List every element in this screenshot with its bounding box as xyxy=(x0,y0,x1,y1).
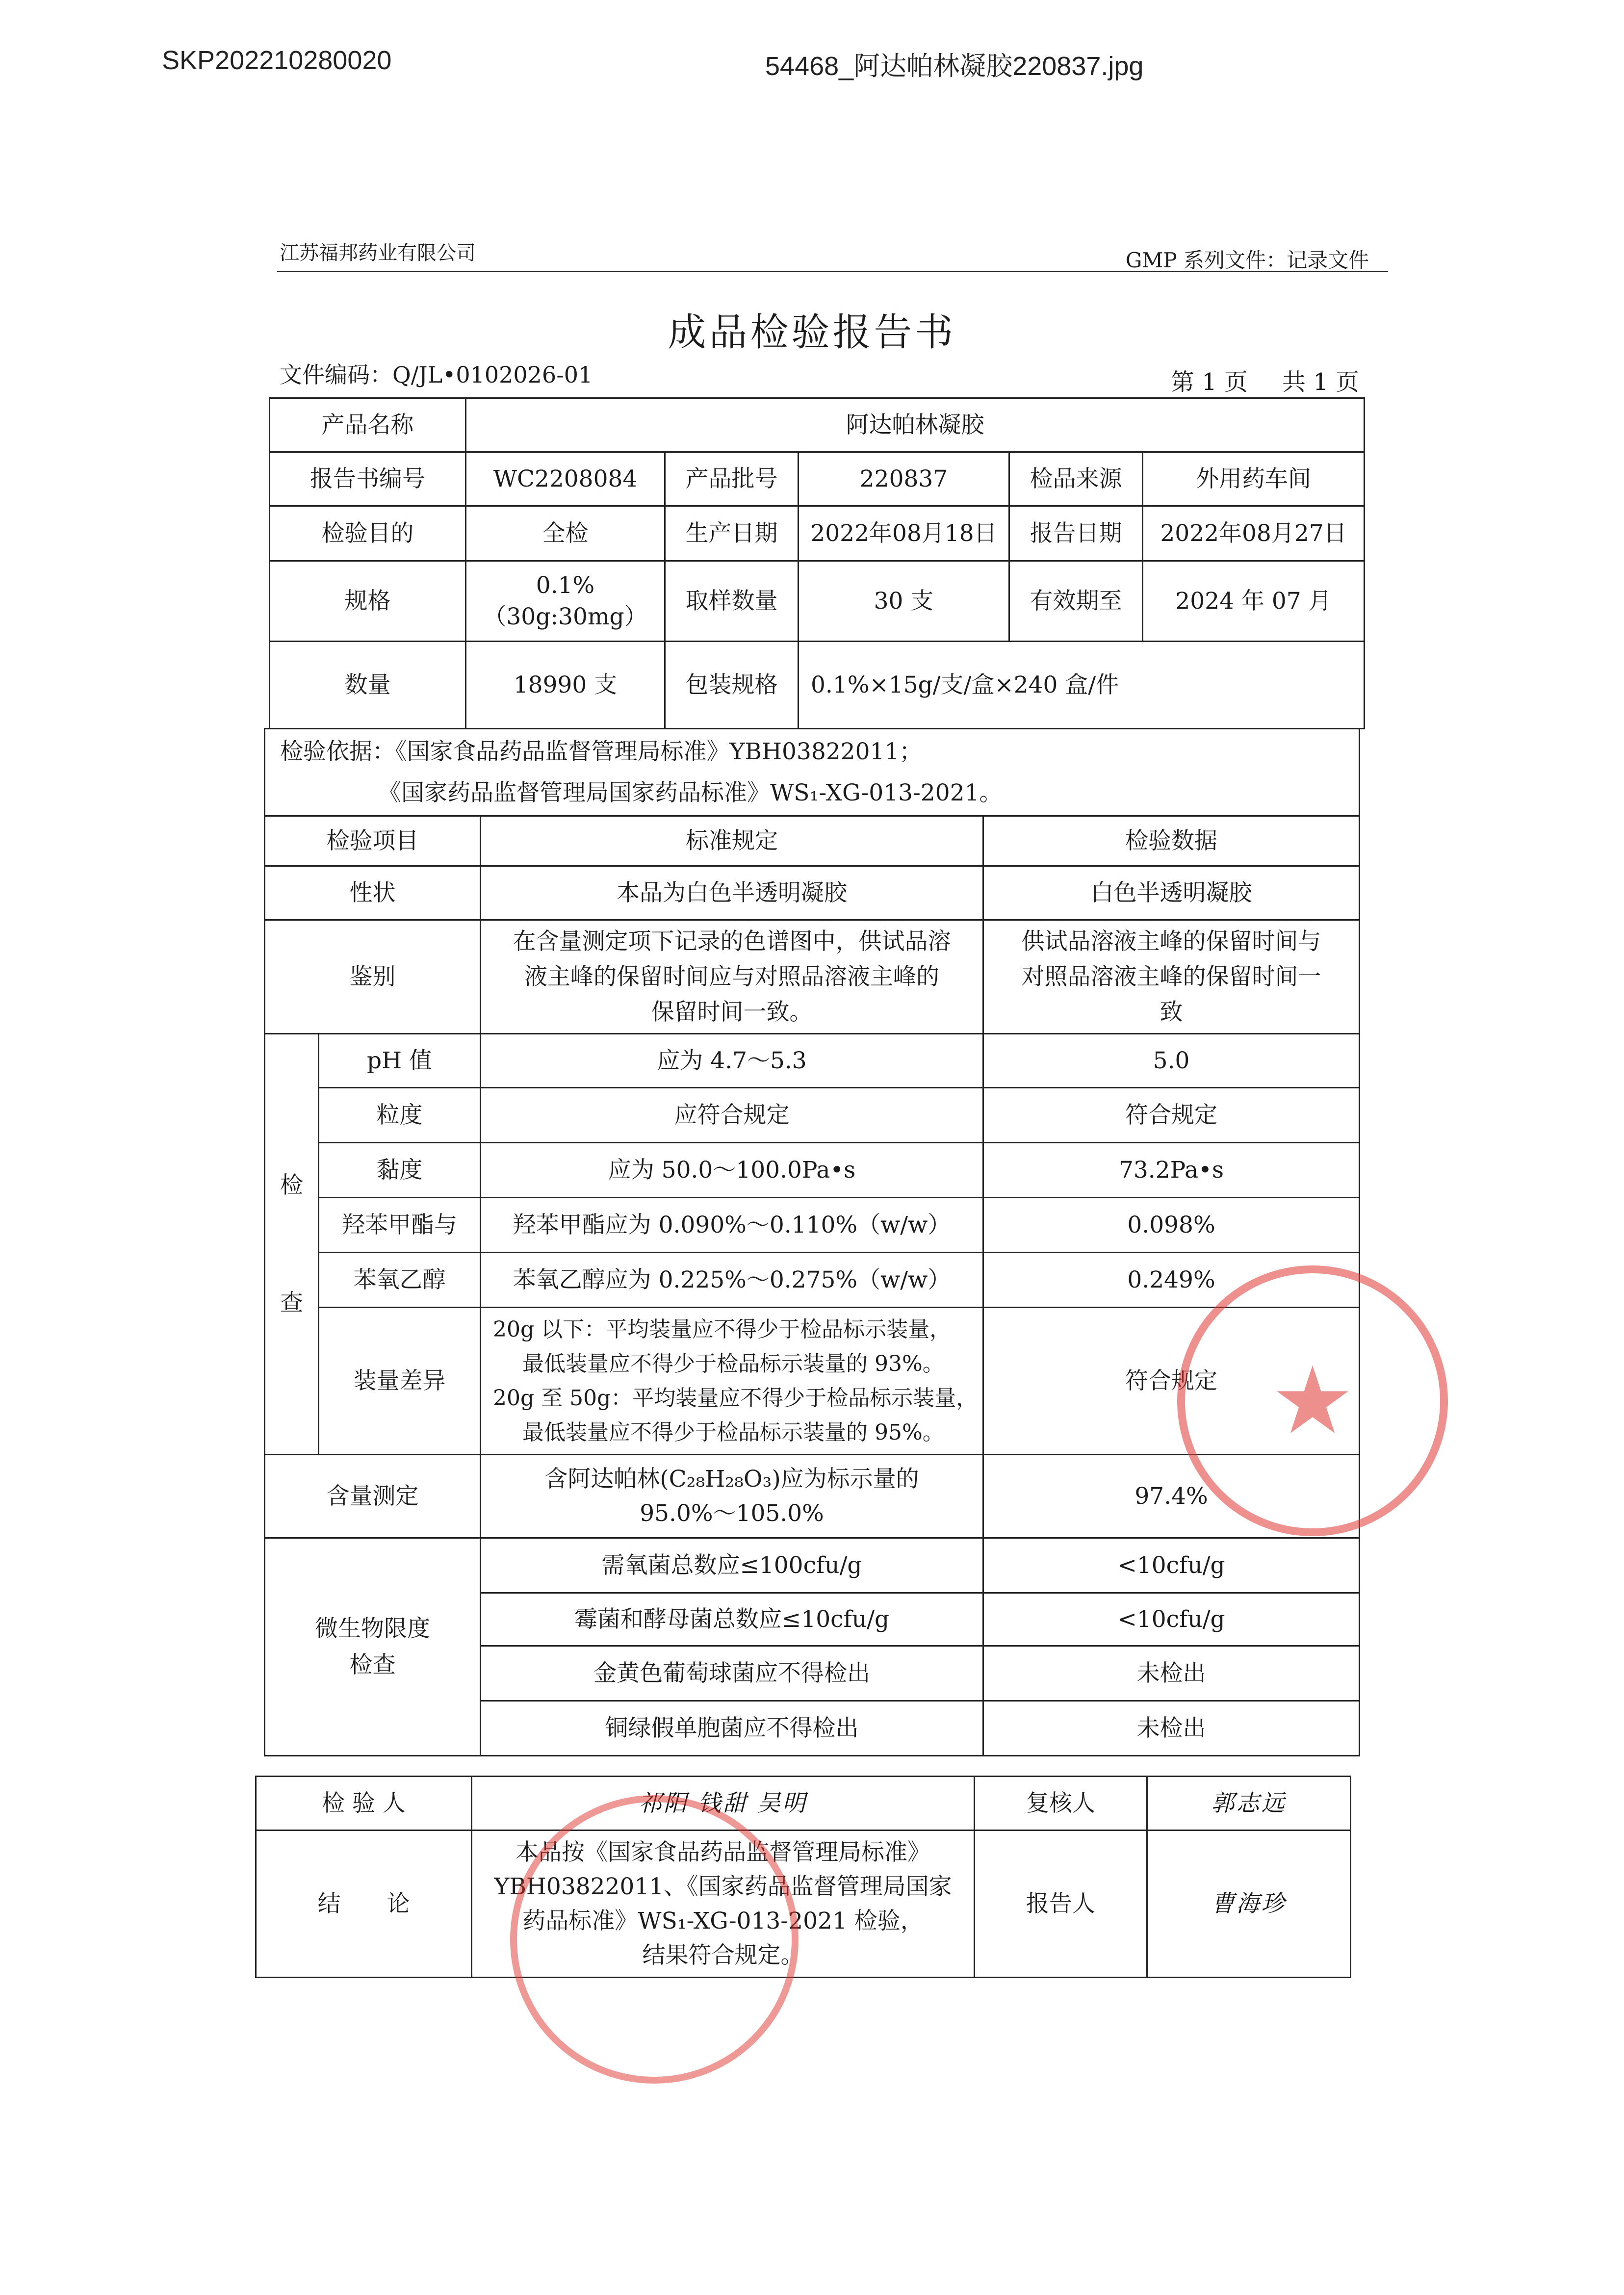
paraben-label: 羟苯甲酯与 xyxy=(319,1198,481,1253)
ph-standard: 应为 4.7～5.3 xyxy=(481,1034,983,1088)
conclusion-line-1: 本品按《国家食品药品监督管理局标准》 xyxy=(516,1838,930,1866)
reporter-signature: 曹海珍 xyxy=(1147,1831,1351,1978)
mold-standard: 霉菌和酵母菌总数应≤10cfu/g xyxy=(481,1593,983,1646)
report-no-label: 报告书编号 xyxy=(270,452,466,506)
pack-label: 包装规格 xyxy=(665,642,799,729)
phenoxy-standard: 苯氧乙醇应为 0.225%～0.275%（w/w） xyxy=(481,1253,983,1308)
pseudo-result: 未检出 xyxy=(983,1701,1360,1756)
aerobic-result: <10cfu/g xyxy=(983,1538,1360,1593)
assay-std-line-1: 含阿达帕林(C₂₈H₂₈O₃)应为标示量的 xyxy=(544,1465,919,1493)
viscosity-standard: 应为 50.0～100.0Pa•s xyxy=(481,1143,983,1198)
product-name-label: 产品名称 xyxy=(270,398,466,452)
reviewer-signature: 郭志远 xyxy=(1147,1777,1351,1831)
sample-qty: 30 支 xyxy=(799,561,1009,642)
micro-label xyxy=(265,1538,481,1756)
expiry-label: 有效期至 xyxy=(1009,561,1143,642)
prod-date: 2022年08月18日 xyxy=(799,506,1009,561)
source-label: 检品来源 xyxy=(1009,452,1143,506)
viscosity-result: 73.2Pa•s xyxy=(983,1143,1360,1198)
ph-label: pH 值 xyxy=(319,1034,481,1088)
phenoxy-result: 0.249% xyxy=(983,1253,1360,1308)
fill-std-line-1: 20g 以下：平均装量应不得少于检品标示装量， xyxy=(493,1316,952,1342)
inspector-signatures: 祁阳 钱甜 吴明 xyxy=(472,1777,975,1831)
pseudo-standard: 铜绿假单胞菌应不得检出 xyxy=(481,1701,983,1756)
mold-result: <10cfu/g xyxy=(983,1593,1360,1646)
paraben-standard: 羟苯甲酯应为 0.090%～0.110%（w/w） xyxy=(481,1198,983,1253)
product-name: 阿达帕林凝胶 xyxy=(466,398,1365,452)
report-date: 2022年08月27日 xyxy=(1143,506,1365,561)
reporter-label: 报告人 xyxy=(975,1831,1147,1978)
fill-label: 装量差异 xyxy=(319,1308,481,1455)
header-rule xyxy=(277,271,1388,272)
fill-std-line-3: 20g 至 50g：平均装量应不得少于检品标示装量， xyxy=(493,1385,978,1411)
check-label xyxy=(265,1034,319,1455)
pack-spec: 0.1%×15g/支/盒×240 盒/件 xyxy=(799,642,1365,729)
test-table xyxy=(264,728,1360,1756)
page-info xyxy=(1171,363,1359,397)
staph-standard: 金黄色葡萄球菌应不得检出 xyxy=(481,1646,983,1701)
ident-result xyxy=(983,920,1360,1034)
head-result: 检验数据 xyxy=(983,816,1360,866)
assay-result: 97.4% xyxy=(983,1455,1360,1538)
ph-result: 5.0 xyxy=(983,1034,1360,1088)
conclusion-line-4: 结果符合规定。 xyxy=(642,1941,804,1969)
spec-line-1: 0.1% xyxy=(536,571,595,599)
particle-result: 符合规定 xyxy=(983,1088,1360,1143)
conclusion-line-2: YBH03822011、《国家药品监督管理局国家 xyxy=(494,1873,952,1900)
batch-no: 220837 xyxy=(799,452,1009,506)
fill-result: 符合规定 xyxy=(983,1308,1360,1455)
assay-standard xyxy=(481,1455,983,1538)
viscosity-label: 黏度 xyxy=(319,1143,481,1198)
spec-label: 规格 xyxy=(270,561,466,642)
seal-star-icon: ★ xyxy=(1270,1346,1355,1455)
page-number: 第 1 页 xyxy=(1170,368,1248,396)
ident-label: 鉴别 xyxy=(265,920,481,1034)
sample-label: 取样数量 xyxy=(665,561,799,642)
appearance-result: 白色半透明凝胶 xyxy=(983,866,1360,920)
report-date-label: 报告日期 xyxy=(1009,506,1143,561)
particle-standard: 应符合规定 xyxy=(481,1088,983,1143)
ident-res-line-2: 对照品溶液主峰的保留时间一 xyxy=(1021,963,1321,990)
file-code: SKP202210280020 xyxy=(162,46,392,75)
spec-value xyxy=(466,561,665,642)
expiry: 2024 年 07 月 xyxy=(1143,561,1365,642)
micro-label-line-2: 检查 xyxy=(349,1651,396,1678)
spec-line-2: （30g:30mg） xyxy=(483,603,647,630)
ident-standard xyxy=(481,920,983,1034)
head-standard: 标准规定 xyxy=(481,816,983,866)
ident-std-line-2: 液主峰的保留时间应与对照品溶液主峰的 xyxy=(524,963,939,990)
qty-label: 数量 xyxy=(270,642,466,729)
test-basis xyxy=(265,729,1360,816)
gmp-label: GMP 系列文件：记录文件 xyxy=(1125,248,1369,272)
appearance-label: 性状 xyxy=(265,866,481,920)
micro-label-line-1: 微生物限度 xyxy=(315,1615,430,1642)
conclusion-label: 结 论 xyxy=(256,1831,472,1978)
fill-std-line-4: 最低装量应不得少于检品标示装量的 95%。 xyxy=(522,1419,944,1445)
assay-label: 含量测定 xyxy=(265,1455,481,1538)
conclusion-line-3: 药品标准》WS₁-XG-013-2021 检验， xyxy=(522,1907,924,1934)
aerobic-standard: 需氧菌总数应≤100cfu/g xyxy=(481,1538,983,1593)
ident-res-line-3: 致 xyxy=(1160,998,1183,1026)
fill-standard xyxy=(481,1308,983,1455)
check-char-2: 查 xyxy=(280,1289,303,1316)
basis-line-2: 《国家药品监督管理局国家药品标准》WS₁-XG-013-2021。 xyxy=(378,779,1003,806)
basis-line-1: 检验依据：《国家食品药品监督管理局标准》YBH03822011； xyxy=(280,738,923,765)
head-item: 检验项目 xyxy=(265,816,481,866)
inspector-label: 检 验 人 xyxy=(256,1777,472,1831)
phenoxy-label: 苯氧乙醇 xyxy=(319,1253,481,1308)
staph-result: 未检出 xyxy=(983,1646,1360,1701)
prod-date-label: 生产日期 xyxy=(665,506,799,561)
file-name: 54468_阿达帕林凝胶220837.jpg xyxy=(765,52,1144,81)
source: 外用药车间 xyxy=(1143,452,1365,506)
reviewer-label: 复核人 xyxy=(975,1777,1147,1831)
fill-std-line-2: 最低装量应不得少于检品标示装量的 93%。 xyxy=(522,1351,944,1376)
appearance-standard: 本品为白色半透明凝胶 xyxy=(481,866,983,920)
page-title: 成品检验报告书 xyxy=(668,310,956,355)
paraben-result: 0.098% xyxy=(983,1198,1360,1253)
purpose: 全检 xyxy=(466,506,665,561)
batch-label: 产品批号 xyxy=(665,452,799,506)
assay-std-line-2: 95.0%～105.0% xyxy=(640,1499,824,1527)
company-seal-right xyxy=(1177,1265,1448,1536)
product-info-table xyxy=(269,397,1365,729)
quality-seal-bottom xyxy=(510,1795,799,2084)
report-no: WC2208084 xyxy=(466,452,665,506)
particle-label: 粒度 xyxy=(319,1088,481,1143)
ident-std-line-1: 在含量测定项下记录的色谱图中，供试品溶 xyxy=(513,928,951,955)
company-name: 江苏福邦药业有限公司 xyxy=(280,242,476,264)
ident-std-line-3: 保留时间一致。 xyxy=(651,998,813,1026)
ident-res-line-1: 供试品溶液主峰的保留时间与 xyxy=(1021,928,1321,955)
qty: 18990 支 xyxy=(466,642,665,729)
page-total: 共 1 页 xyxy=(1282,368,1359,396)
purpose-label: 检验目的 xyxy=(270,506,466,561)
check-char-1: 检 xyxy=(280,1171,303,1199)
file-number: 文件编码：Q/JL•0102026-01 xyxy=(280,361,593,388)
signature-table xyxy=(255,1776,1351,1978)
